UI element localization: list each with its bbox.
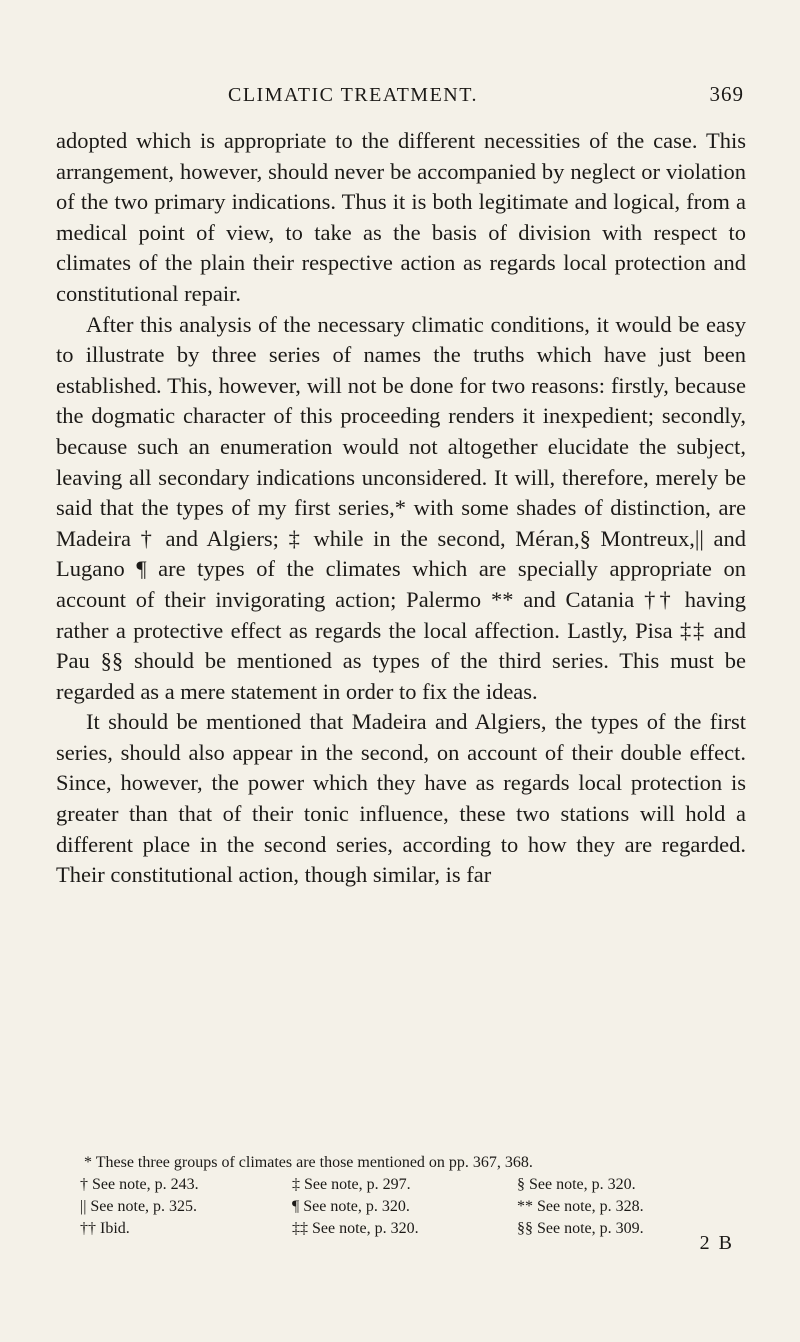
footnote: § See note, p. 320.	[517, 1176, 636, 1193]
paragraph: It should be mentioned that Madeira and Algiers, the types of the first series, should also appear in the second, on account of their double effect. Since, however, the power which they have as regards local protection is greater than that of their tonic influence, these two stations will hold a different place in the second series, according to how they are regarded. Their constitutional action, though similar, is far	[56, 709, 746, 888]
footnote: ‡‡ See note, p. 320.	[292, 1220, 419, 1237]
paragraph: adopted which is appropriate to the different necessities of the case. This arrangement, however, should never be accompanied by neglect or violation of the two primary indications. Thus it is both legitimate and logical, from a medical point of view, to take as the basis of division with respect to climates of the plain their respective action as regards local protection and constitutional repair.	[56, 128, 746, 306]
footnotes	[80, 1152, 750, 1239]
footnote: ‡ See note, p. 297.	[292, 1176, 411, 1193]
footnote: †† Ibid.	[80, 1220, 130, 1237]
footnote: † See note, p. 243.	[80, 1176, 199, 1193]
footnote: ¶ See note, p. 320.	[292, 1198, 410, 1215]
paragraph: After this analysis of the necessary climatic conditions, it would be easy to illustrate by three series of names the truths which have just been established. This, however, will not be done for two reasons: firstly, because the dogmatic character of this proceeding renders it inexpedient; secondly, because such an enumeration would not altogether elucidate the subject, leaving all secondary indications unconsidered. It will, therefore, merely be said that the types of my first series,* with some shades of distinction, are Madeira † and Algiers; ‡ while in the second, Méran,§ Montreux,|| and Lugano ¶ are types of the climates which are specially appropriate on account of their invigorating action; Palermo ** and Catania †† having rather a protective effect as regards the local affection. Lastly, Pisa ‡‡ and Pau §§ should be mentioned as types of the third series. This must be regarded as a mere statement in order to fix the ideas.	[56, 311, 746, 704]
footnote: ** See note, p. 328.	[517, 1198, 644, 1215]
footnote-grid	[80, 1174, 750, 1239]
footnote-lead: * These three groups of climates are those mentioned on pp. 367, 368.	[84, 1154, 533, 1171]
page-number: 369	[709, 82, 744, 106]
signature-mark: 2 B	[699, 1232, 734, 1254]
footnote: || See note, p. 325.	[80, 1198, 198, 1215]
body-text	[56, 126, 746, 891]
footnote: §§ See note, p. 309.	[517, 1220, 644, 1237]
running-head: CLIMATIC TREATMENT.	[228, 84, 478, 106]
